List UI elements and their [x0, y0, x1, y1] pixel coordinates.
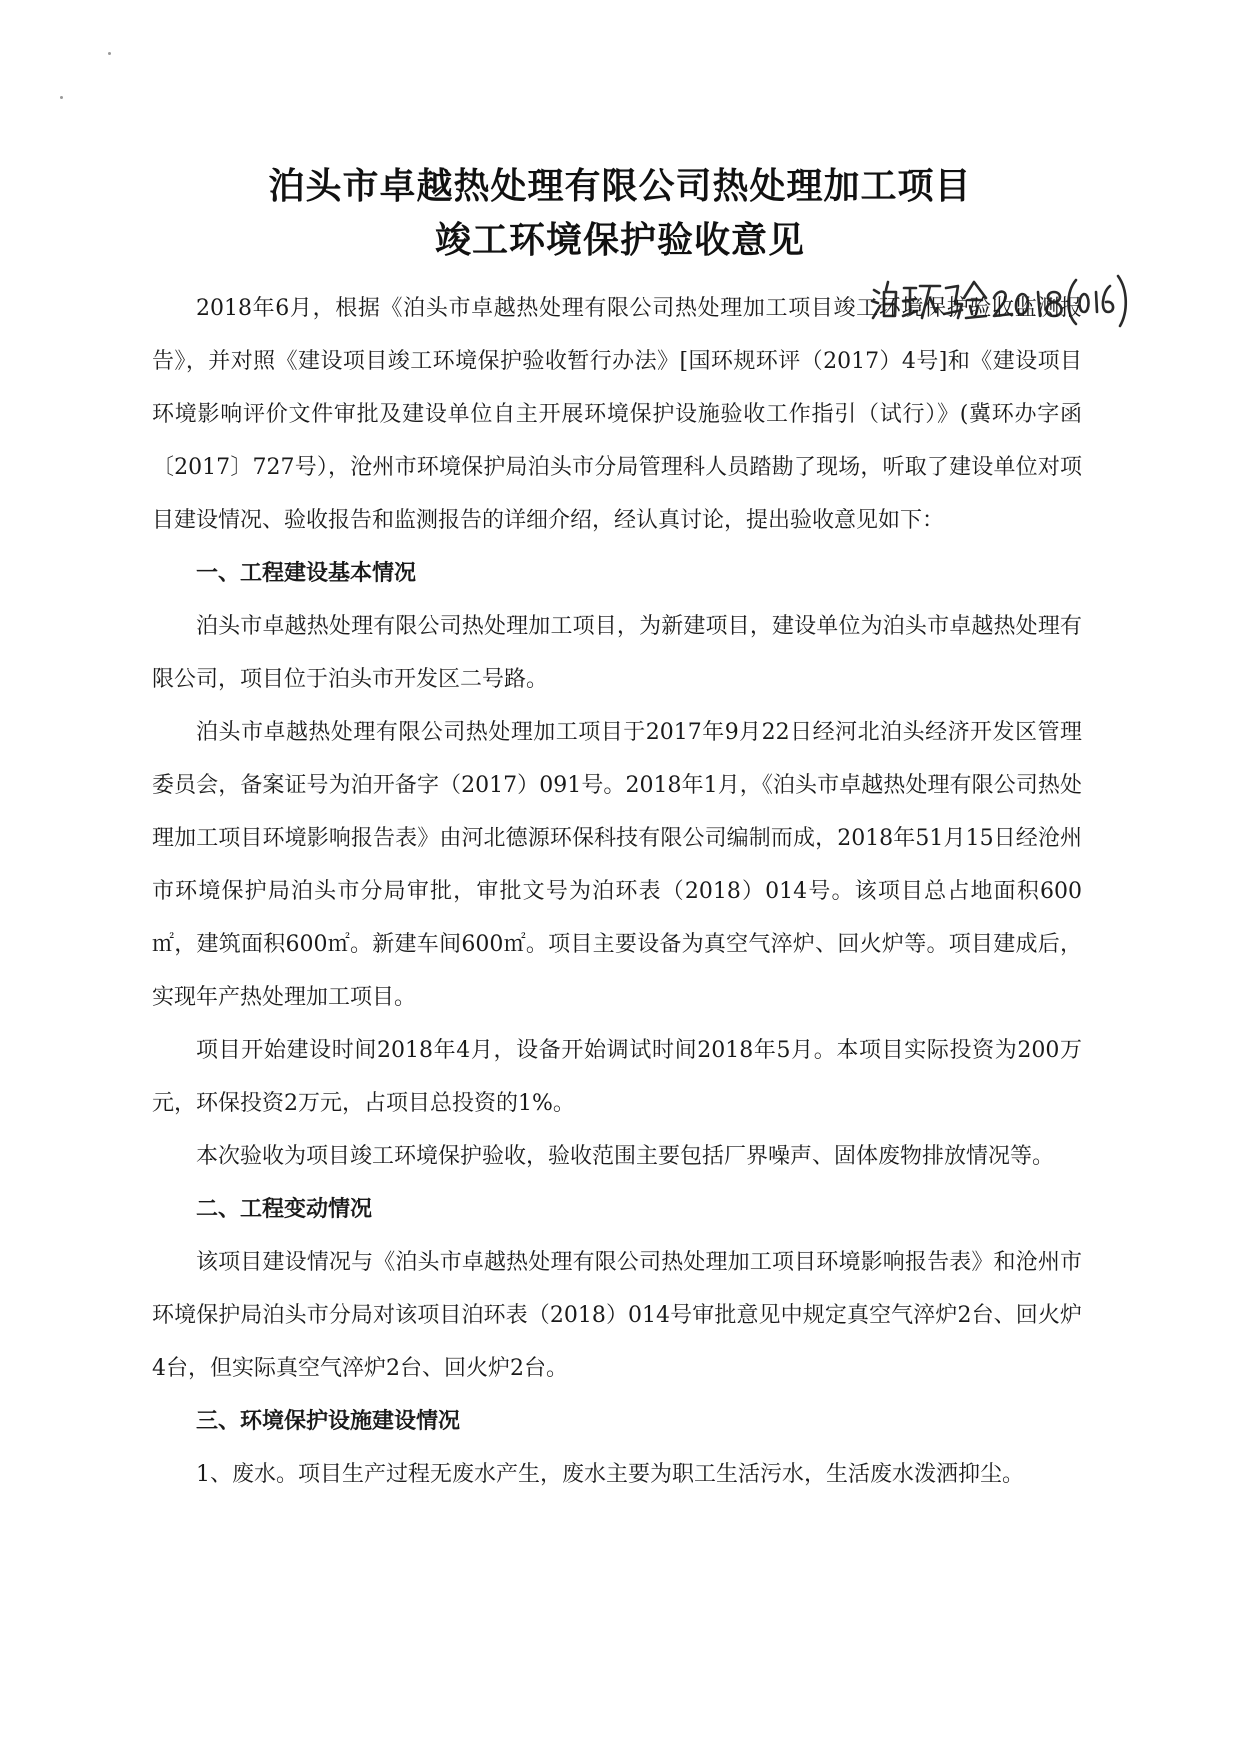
paragraph-project-overview: 泊头市卓越热处理有限公司热处理加工项目，为新建项目，建设单位为泊头市卓越热处理有限公司，项目位于泊头市开发区二号路。	[152, 614, 1082, 692]
paragraph-investment: 项目开始建设时间2018年4月，设备开始调试时间2018年5月。本项目实际投资为200万元，环保投资2万元，占项目总投资的1%。	[152, 1038, 1082, 1116]
paragraph-acceptance-scope: 本次验收为项目竣工环境保护验收，验收范围主要包括厂界噪声、固体废物排放情况等。	[196, 1144, 1055, 1169]
paragraph-intro: 2018年6月，根据《泊头市卓越热处理有限公司热处理加工项目竣工环境保护验收监测报告》，并对照《建设项目竣工环境保护验收暂行办法》[国环规环评（2017）4号]和《建设项目环境影响评价文件审批及建设单位自主开展环境保护设施验收工作指引（试行）》(冀环办字函〔2017〕727号），沧州市环境保护局泊头市分局管理科人员踏勘了现场，听取了建设单位对项目建设情况、验收报告和监测报告的详细介绍，经认真讨论，提出验收意见如下：	[152, 296, 1082, 533]
document-title-line2: 竣工环境保护验收意见	[434, 220, 805, 261]
paragraph-wastewater: 1、废水。项目生产过程无废水产生，废水主要为职工生活污水，生活废水泼洒抑尘。	[196, 1462, 1024, 1487]
document-title-line1: 泊头市卓越热处理有限公司热处理加工项目	[268, 166, 972, 207]
scan-speck	[108, 52, 111, 55]
scan-speck	[60, 96, 63, 99]
section-heading-2: 二、工程变动情况	[196, 1197, 373, 1222]
document-body	[152, 282, 1082, 1501]
section-heading-3: 三、环境保护设施建设情况	[196, 1409, 461, 1434]
paragraph-project-changes: 该项目建设情况与《泊头市卓越热处理有限公司热处理加工项目环境影响报告表》和沧州市环境保护局泊头市分局对该项目泊环表（2018）014号审批意见中规定真空气淬炉2台、回火炉4台，但实际真空气淬炉2台、回火炉2台。	[152, 1250, 1082, 1381]
paragraph-project-approval: 泊头市卓越热处理有限公司热处理加工项目于2017年9月22日经河北泊头经济开发区管理委员会，备案证号为泊开备字（2017）091号。2018年1月，《泊头市卓越热处理有限公司热处理加工项目环境影响报告表》由河北德源环保科技有限公司编制而成，2018年51月15日经沧州市环境保护局泊头市分局审批，审批文号为泊环表（2018）014号。该项目总占地面积600㎡，建筑面积600㎡。新建车间600㎡。项目主要设备为真空气淬炉、回火炉等。项目建成后，实现年产热处理加工项目。	[152, 720, 1082, 1010]
section-heading-1: 一、工程建设基本情况	[196, 561, 417, 586]
